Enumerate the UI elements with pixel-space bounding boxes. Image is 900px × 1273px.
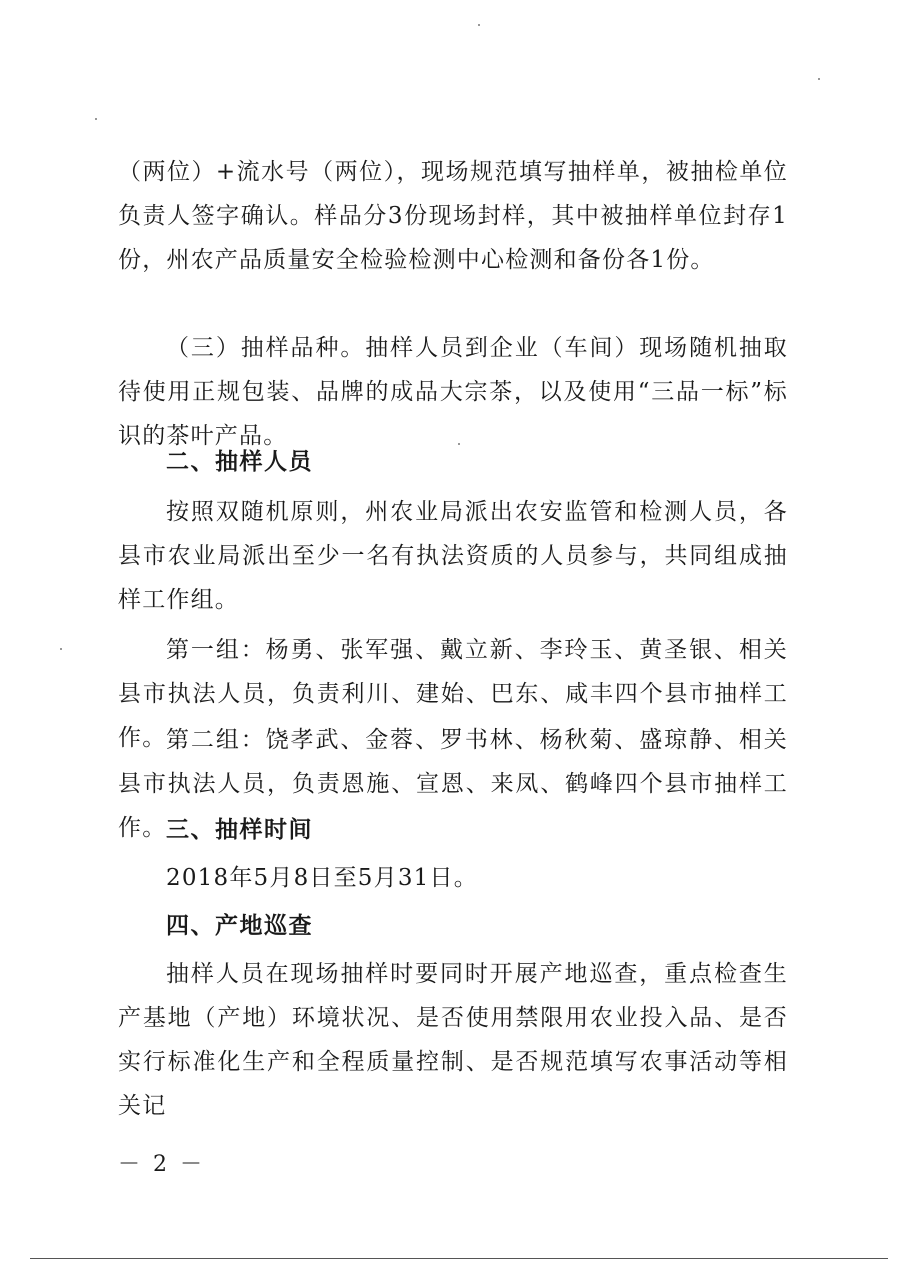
paragraph-sampling-procedure: （两位）+流水号（两位），现场规范填写抽样单，被抽检单位负责人签字确认。样品分3份现场封样，其中被抽样单位封存1份，州农产品质量安全检验检测中心检测和备份各1份。 <box>118 159 788 273</box>
paragraph-group-two: 第二组：饶孝武、金蓉、罗书林、杨秋菊、盛琼静、相关县市执法人员，负责恩施、宣恩、来凤、鹤峰四个县市抽样工作。 <box>118 727 788 841</box>
scan-speck <box>478 24 480 26</box>
scan-speck <box>95 118 97 120</box>
heading-origin-inspection: 四、产地巡查 <box>166 913 313 939</box>
paragraph-personnel-principle: 按照双随机原则，州农业局派出农安监管和检测人员，各县市农业局派出至少一名有执法资质的人员参与，共同组成抽样工作组。 <box>118 499 788 613</box>
scan-speck <box>60 648 62 650</box>
heading-sampling-personnel: 二、抽样人员 <box>166 449 313 475</box>
paragraph-group-one: 第一组：杨勇、张军强、戴立新、李玲玉、黄圣银、相关县市执法人员，负责利川、建始、巴东、咸丰四个县市抽样工作。 <box>118 637 788 751</box>
page-number: － 2 － <box>118 1152 205 1177</box>
scan-speck <box>458 443 460 445</box>
scan-bottom-edge-line <box>30 1258 888 1259</box>
paragraph-sampling-varieties: （三）抽样品种。抽样人员到企业（车间）现场随机抽取待使用正规包装、品牌的成品大宗茶，以及使用“三品一标”标识的茶叶产品。 <box>118 335 788 449</box>
paragraph-origin-inspection: 抽样人员在现场抽样时要同时开展产地巡查，重点检查生产基地（产地）环境状况、是否使用禁限用农业投入品、是否实行标准化生产和全程质量控制、是否规范填写农事活动等相关记 <box>118 961 788 1119</box>
paragraph-sampling-dates: 2018年5月8日至5月31日。 <box>166 865 478 891</box>
scan-speck <box>818 78 820 80</box>
heading-sampling-time: 三、抽样时间 <box>166 817 313 843</box>
